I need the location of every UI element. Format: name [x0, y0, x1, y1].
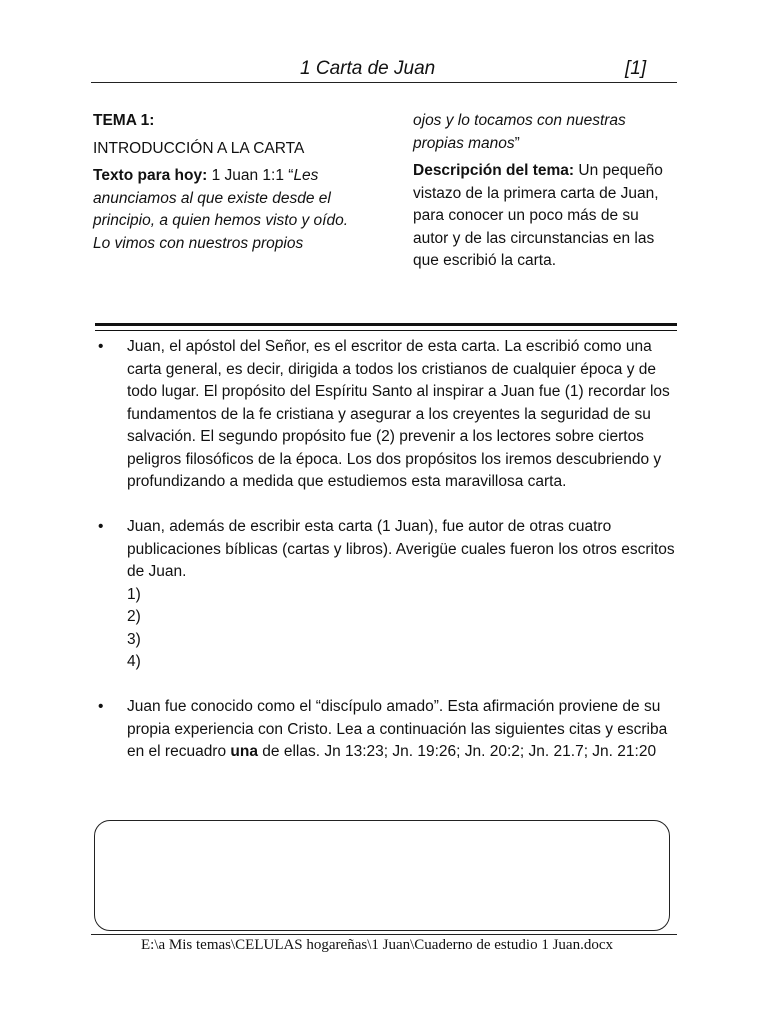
reading-quote-continuation [413, 110, 677, 155]
header-divider [91, 82, 677, 83]
bullet-icon: • [98, 518, 104, 535]
footer-divider [91, 934, 677, 935]
beloved-text-end: de ellas. Jn 13:23; Jn. 19:26; Jn. 20:2; Jn. 21.7; Jn. 21:20 [257, 743, 657, 760]
reading-quote: Les anunciamos al que existe desde el principio, a quien hemos visto y oído. Lo vimos con nuestros propios [93, 167, 349, 252]
bullet-list [96, 336, 681, 764]
topic-title: INTRODUCCIÓN A LA CARTA [93, 139, 305, 157]
description-text: Un pequeño vistazo de la primera carta de Juan, para conocer un poco más de su autor y de las circunstancias en las que escribió la carta. [413, 162, 663, 269]
reading-label: Texto para hoy: [93, 167, 208, 184]
description-label: Descripción del tema: [413, 162, 575, 179]
topic-description [413, 160, 677, 273]
bullet-text-other-writings: Juan, además de escribir esta carta (1 Juan), fue autor de otras cuatro publicaciones bíblicas (cartas y libros). Averigüe cuales fueron los otros escritos de Juan. [127, 518, 675, 580]
bullet-text-author: Juan, el apóstol del Señor, es el escritor de esta carta. La escribió como una carta general, es decir, dirigida a todos los cristianos de cualquier época y de todo lugar. El propósito del Espíritu Santo al inspirar a Juan fue (1) recordar los fundamentos de la fe cristiana y asegurar a los creyentes la seguridad de su salvación. El segundo propósito fue (2) prevenir a los lectores sobre ciertos peligros filosóficos de la época. Los dos propósitos los iremos descubriendo y profundizando a medida que estudiemos esta maravillosa carta. [127, 338, 670, 490]
answer-number-1: 1) [127, 585, 141, 603]
emphasis-one: una [230, 743, 258, 760]
bullet-text-beloved-disciple [127, 698, 667, 760]
list-item [96, 336, 681, 494]
bullet-icon: • [98, 698, 104, 715]
topic-number: TEMA 1: [93, 112, 155, 129]
answer-number-4: 4) [127, 653, 141, 670]
answer-number-2: 2) [127, 608, 141, 625]
section-divider-thick [95, 323, 677, 326]
reading-text [93, 165, 368, 255]
bullet-icon: • [98, 338, 104, 355]
intro-right-column [413, 110, 677, 273]
beloved-text-start: Juan fue conocido como el “discípulo amado”. Esta afirmación proviene de su propia experiencia con Cristo. Lea a continuación las siguientes citas y escriba en el recuadro [127, 698, 668, 760]
answer-number-3: 3) [127, 630, 141, 648]
reading-quote-end: ojos y lo tocamos con nuestras propias manos [413, 112, 626, 152]
page-number: [1] [625, 58, 647, 79]
quote-close-mark: ” [514, 134, 520, 152]
list-item [96, 516, 681, 674]
list-item [96, 696, 681, 764]
reading-reference: 1 Juan 1:1 “ [207, 167, 294, 184]
document-title: 1 Carta de Juan [300, 58, 436, 79]
file-path: E:\a Mis temas\CELULAS hogareñas\1 Juan\Cuaderno de estudio 1 Juan.docx [141, 937, 613, 953]
answer-box[interactable] [94, 820, 670, 931]
section-divider-thin [95, 330, 677, 331]
intro-left-column [93, 110, 368, 255]
